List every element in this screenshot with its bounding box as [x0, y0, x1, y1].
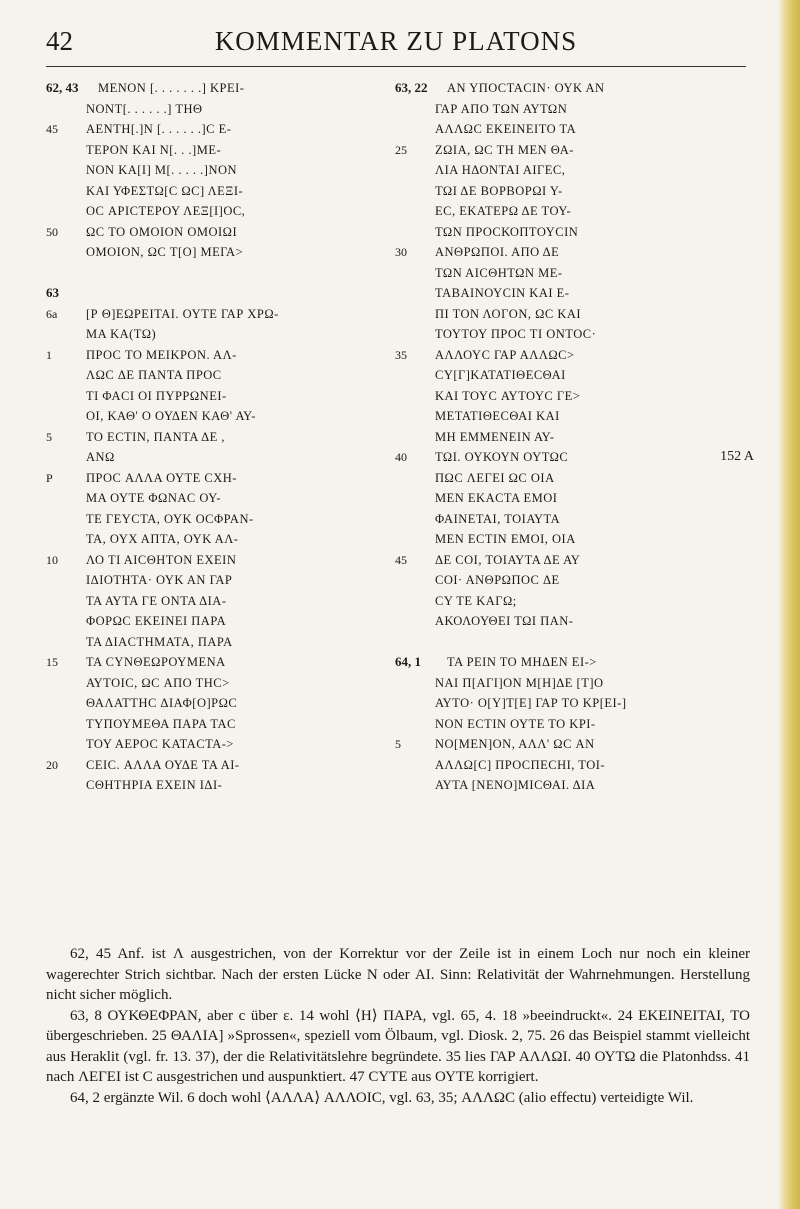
line-number: 20 — [46, 757, 58, 772]
text-line — [46, 427, 346, 448]
greek-text: ΤΟΥ ΑΕΡΟC ΚΑΤΑCΤΑ-> — [86, 737, 234, 751]
text-line — [46, 242, 346, 263]
text-line — [395, 427, 750, 448]
greek-text: ΛΩC ΔΕ ΠΑΝΤΑ ΠΡΟC — [86, 368, 222, 382]
line-number: P — [46, 470, 53, 485]
greek-text: ΑΝ ΥΠΟCΤΑCΙΝ· ΟΥΚ ΑΝ — [447, 81, 605, 95]
text-line — [46, 386, 346, 407]
greek-text: ΠΩC ΛΕΓΕΙ ΩC ΟΙΑ — [435, 470, 555, 485]
page-number: 42 — [46, 26, 73, 56]
line-number: 6a — [46, 306, 58, 321]
right-column — [395, 78, 754, 796]
text-line — [46, 693, 346, 714]
text-line — [395, 283, 750, 304]
greek-text: ΛΙΑ ΗΔΟΝΤΑΙ ΑΙΓΕC, — [435, 163, 566, 177]
greek-text: ΤΩΙ ΔΕ ΒΟΡΒΟΡΩΙ Υ- — [435, 183, 563, 198]
greek-text: ΑΥΤΟΙC, ΩC ΑΠΟ ΤΗC> — [86, 675, 230, 690]
greek-text: ΖΩΙΑ, ΩC ΤΗ ΜΕΝ ΘΑ- — [435, 142, 574, 157]
line-number: 25 — [395, 142, 407, 157]
greek-text: ΝΟΝ ΕCΤΙΝ ΟΥΤΕ ΤΟ ΚΡΙ- — [435, 716, 596, 731]
line-number: 5 — [395, 737, 401, 751]
text-line — [395, 775, 750, 796]
text-line — [46, 591, 346, 612]
page-header — [46, 26, 746, 56]
text-line — [46, 775, 346, 796]
text-line — [395, 181, 750, 202]
text-line — [46, 324, 346, 345]
text-line — [46, 673, 346, 694]
greek-text: CΥ[Γ]ΚΑΤΑΤΙΘΕCΘΑΙ — [435, 368, 566, 382]
text-line — [46, 119, 346, 140]
text-line — [395, 714, 750, 735]
text-line — [395, 652, 750, 673]
greek-text: ΤΟ ΕCΤΙΝ, ΠΑΝΤΑ ΔΕ , — [86, 429, 226, 444]
greek-text: ΚΑΙ ΤΟΥC ΑΥΤΟΥC ΓΕ> — [435, 388, 581, 403]
text-line — [395, 99, 750, 120]
greek-text: ΚΑΙ ΥΦΕΣΤΩ[C ΩC] ΛΕΞΙ- — [86, 183, 244, 198]
text-line — [395, 324, 750, 345]
greek-text: ΤΩΝ ΠΡΟCΚΟΠΤΟΥCΙΝ — [435, 224, 579, 239]
left-column — [46, 78, 346, 796]
text-line — [395, 119, 750, 140]
line-number: 50 — [46, 224, 58, 239]
greek-text: ΑΝΩ — [86, 450, 115, 464]
section-marker: 64, 1 — [395, 654, 421, 669]
margin-reference: 152 A — [720, 449, 754, 464]
greek-text: ΤΟΥΤΟΥ ΠΡΟC ΤΙ ΟΝΤΟC· — [435, 327, 597, 341]
text-line — [46, 550, 346, 571]
greek-text: ΜΑ ΟΥΤΕ ΦΩΝΑC ΟΥ- — [86, 491, 222, 505]
greek-text: ΝΟΝ ΚΑ[Ι] Μ[. . . . .]ΝΟΝ — [86, 163, 238, 177]
greek-text: ΤΑ, ΟΥΧ ΑΠΤΑ, ΟΥΚ ΑΛ- — [86, 532, 239, 546]
section-marker: 63 — [46, 285, 59, 300]
greek-text: ΤΕ ΓΕΥCΤΑ, ΟΥΚ ΟCΦΡΑΝ- — [86, 511, 254, 526]
text-line — [46, 406, 346, 427]
greek-text: ΤΑΒΑΙΝΟΥCΙΝ ΚΑΙ Ε- — [435, 286, 570, 300]
greek-text: ΟΜΟΙΟΝ, ΩC Τ[Ο] ΜΕΓΑ> — [86, 245, 244, 259]
text-line — [395, 78, 750, 99]
line-number: 35 — [395, 347, 407, 362]
text-line — [395, 263, 750, 284]
section-marker: 62, 43 — [46, 80, 79, 95]
greek-text: ΤΑ ΡΕΙΝ ΤΟ ΜΗΔΕΝ ΕΙ-> — [447, 655, 597, 669]
text-line — [395, 447, 754, 468]
greek-text: ΑΥΤΟ· Ο[Υ]Τ[Ε] ΓΑΡ ΤΟ ΚΡ[ΕΙ-] — [435, 696, 627, 710]
text-line — [46, 570, 346, 591]
page-edge — [778, 0, 800, 1209]
text-line — [395, 755, 750, 776]
text-line — [395, 160, 750, 181]
text-line — [46, 509, 346, 530]
line-number: 45 — [395, 552, 407, 567]
greek-text: ΑΛΛΟΥC ΓΑΡ ΑΛΛΩC> — [435, 347, 575, 362]
greek-text: ΟC ΑΡΙCΤΕΡΟΥ ΛΕΞ[Ι]ΟC, — [86, 204, 246, 218]
text-line — [395, 222, 750, 243]
line-number: 15 — [46, 655, 58, 669]
text-line — [46, 611, 346, 632]
greek-text: ΝΟ[ΜΕΝ]ΟΝ, ΑΛΛ' ΩC ΑΝ — [435, 737, 595, 751]
text-line — [395, 345, 750, 366]
footnote-paragraph: 63, 8 ΟΥΚΘΕΦΡΑΝ, aber c über ε. 14 wohl ⟨Η⟩ ΠΑΡΑ, vgl. 65, 4. 18 »beeindruckt«. 24 ΕΚΕΙΝΕΙΤΑΙ, ΤΟ übergeschrieben. 25 ΘΑΛΙΑ] »Sprossen«, speziell vom Ölbaum, vgl. Diosk. 2, 75. 26 das Beispiel stammt vielleicht aus Heraklit (vgl. fr. 13. 37), der die Relativitätslehre begründete. 35 lies ΓΑΡ ΑΛΛΩΙ. 40 ΟΥΤΩ die Platonhdss. 41 nach ΛΕΓΕΙ ist C ausgestrichen und auspunktiert. 47 CΥΤΕ aus ΟΥΤΕ korrigiert. — [46, 1007, 750, 1085]
greek-text: ΜΑ ΚΑ(ΤΩ) — [86, 327, 157, 341]
running-title: KOMMENTAR ZU PLATONS — [214, 26, 578, 56]
text-line — [395, 365, 750, 386]
greek-text: ΤΕΡΟΝ ΚΑΙ Ν[. . .]ΜΕ- — [86, 142, 222, 157]
section-marker: 63, 22 — [395, 80, 428, 95]
greek-text: CΟΙ· ΑΝΘΡΩΠΟC ΔΕ — [435, 573, 560, 587]
text-line — [46, 201, 346, 222]
greek-text: ΟΙ, ΚΑΘ' Ο ΟΥΔΕΝ ΚΑΘ' ΑΥ- — [86, 409, 256, 423]
greek-text: ΩC ΤΟ ΟΜΟΙΟΝ ΟΜΟΙΩΙ — [86, 224, 238, 239]
greek-text: ΤΩΝ ΑΙCΘΗΤΩΝ ΜΕ- — [435, 265, 563, 280]
text-line — [46, 447, 346, 468]
text-line — [46, 632, 346, 653]
greek-text: CΕΙC. ΑΛΛΑ ΟΥΔΕ ΤΑ ΑΙ- — [86, 757, 240, 772]
greek-text: ΠΡΟC ΑΛΛΑ ΟΥΤΕ CΧΗ- — [86, 470, 237, 485]
greek-text: ΑΛΛΩC ΕΚΕΙΝΕΙΤΟ ΤΑ — [435, 122, 577, 136]
greek-text: ΑΥΤΑ [ΝΕΝΟ]ΜΙCΘΑΙ. ΔΙΑ — [435, 778, 596, 792]
greek-text: ΜΕΤΑΤΙΘΕCΘΑΙ ΚΑΙ — [435, 409, 560, 423]
text-line — [395, 591, 750, 612]
footnote-paragraph: 64, 2 ergänzte Wil. 6 doch wohl ⟨ΑΛΛΑ⟩ ΑΛΛΟΙC, vgl. 63, 35; ΑΛΛΩC (alio effectu) verteidigte Wil. — [70, 1089, 694, 1106]
text-line — [46, 345, 346, 366]
text-line — [395, 550, 750, 571]
greek-text: ΤΩΙ. ΟΥΚΟΥΝ ΟΥΤΩC — [435, 450, 569, 464]
greek-text: ΑΕΝΤΗ[.]Ν [. . . . . .]C Ε- — [86, 122, 232, 136]
greek-text: ΙΔΙΟΤΗΤΑ· ΟΥΚ ΑΝ ΓΑΡ — [86, 573, 233, 587]
text-line — [46, 99, 346, 120]
text-line — [46, 222, 346, 243]
text-line — [395, 242, 750, 263]
greek-text: ΤΥΠΟΥΜΕΘΑ ΠΑΡΑ ΤΑC — [86, 716, 236, 731]
footnotes — [46, 944, 750, 1108]
text-line — [395, 693, 750, 714]
text-line — [395, 304, 750, 325]
greek-text: ΝΑΙ Π[ΑΓΙ]ΟΝ Μ[Η]ΔΕ [Τ]Ο — [435, 675, 604, 690]
text-line — [46, 160, 346, 181]
text-line — [46, 181, 346, 202]
text-line — [395, 488, 750, 509]
text-line — [395, 509, 750, 530]
greek-text: ΕC, ΕΚΑΤΕΡΩ ΔΕ ΤΟΥ- — [435, 204, 572, 218]
text-line — [46, 365, 346, 386]
header-rule — [46, 66, 746, 67]
text-line — [395, 201, 750, 222]
text-line — [395, 611, 750, 632]
text-line — [395, 734, 750, 755]
text-line — [395, 673, 750, 694]
text-line — [395, 529, 750, 550]
text-line — [395, 632, 750, 653]
line-number: 40 — [395, 450, 407, 464]
text-line — [46, 78, 346, 99]
greek-text: ΘΑΛΑΤΤΗC ΔΙΑΦ[Ο]ΡΩC — [86, 696, 238, 710]
greek-text: ΜΕΝ ΕCΤΙΝ ΕΜΟΙ, ΟΙΑ — [435, 532, 576, 546]
greek-text: CΥ ΤΕ ΚΑΓΩ; — [435, 593, 517, 608]
greek-text: ΤΑ ΑΥΤΑ ΓΕ ΟΝΤΑ ΔΙΑ- — [86, 593, 227, 608]
greek-text: ΜΗ ΕΜΜΕΝΕΙΝ ΑΥ- — [435, 429, 555, 444]
line-number: 45 — [46, 122, 58, 136]
text-line — [46, 529, 346, 550]
greek-text: ΤΑ ΔΙΑCΤΗΜΑΤΑ, ΠΑΡΑ — [86, 634, 233, 649]
text-line — [46, 714, 346, 735]
line-number: 1 — [46, 347, 52, 362]
text-line — [46, 488, 346, 509]
greek-text: ΦΟΡΩC ΕΚΕΙΝΕΙ ΠΑΡΑ — [86, 614, 227, 628]
text-line — [46, 304, 346, 325]
line-number: 30 — [395, 245, 407, 259]
text-line — [46, 652, 346, 673]
text-line — [395, 570, 750, 591]
text-line — [46, 283, 346, 304]
line-number: 5 — [46, 429, 52, 444]
greek-text: ΠΡΟC ΤΟ ΜΕΙΚΡΟΝ. ΑΛ- — [86, 347, 237, 362]
greek-text: ΑΚΟΛΟΥΘΕΙ ΤΩΙ ΠΑΝ- — [435, 614, 574, 628]
line-number: 10 — [46, 552, 58, 567]
greek-text: ΦΑΙΝΕΤΑΙ, ΤΟΙΑΥΤΑ — [435, 511, 561, 526]
greek-text: ΝΟΝΤ[. . . . . .] ΤΗΘ — [86, 101, 203, 116]
greek-text: ΑΛΛΩ[C] ΠΡΟCΠΕCΗΙ, ΤΟΙ- — [435, 757, 606, 772]
text-line — [46, 734, 346, 755]
greek-text: ΓΑΡ ΑΠΟ ΤΩΝ ΑΥΤΩΝ — [435, 101, 568, 116]
greek-text: ΜΕΝ ΕΚΑCΤΑ ΕΜΟΙ — [435, 491, 558, 505]
text-line — [395, 386, 750, 407]
greek-text: ΜΕΝΟΝ [. . . . . . .] ΚΡΕΙ- — [98, 81, 245, 95]
text-line — [395, 406, 750, 427]
greek-text: ΔΕ CΟΙ, ΤΟΙΑΥΤΑ ΔΕ ΑΥ — [435, 552, 581, 567]
text-line — [395, 468, 750, 489]
greek-text: ΑΝΘΡΩΠΟΙ. ΑΠΟ ΔΕ — [435, 245, 560, 259]
text-line — [46, 755, 346, 776]
text-line — [395, 140, 750, 161]
text-line — [46, 468, 346, 489]
greek-text: CΘΗΤΗΡΙΑ ΕΧΕΙΝ ΙΔΙ- — [86, 778, 223, 792]
greek-text: [Ρ Θ]ΕΩΡΕΙΤΑΙ. ΟΥΤΕ ΓΑΡ ΧΡΩ- — [86, 306, 279, 321]
greek-text: ΤΑ CΥΝΘΕΩΡΟΥΜΕΝΑ — [86, 655, 226, 669]
greek-text: ΤΙ ΦΑCΙ ΟΙ ΠΥΡΡΩΝΕΙ- — [86, 388, 227, 403]
greek-text: ΛΟ ΤΙ ΑΙCΘΗΤΟΝ ΕΧΕΙΝ — [86, 552, 237, 567]
greek-text: ΠΙ ΤΟΝ ΛΟΓΟΝ, ΩC ΚΑΙ — [435, 306, 582, 321]
text-line — [46, 140, 346, 161]
text-line — [46, 263, 346, 284]
footnote-paragraph: 62, 45 Anf. ist Λ ausgestrichen, von der Korrektur vor der Zeile ist in einem Loch nur noch ein kleiner wagerechter Strich sichtbar. Nach der ersten Lücke Ν oder ΑΙ. Sinn: Relativität der Wahrnehmungen. Herstellung nicht sicher möglich. — [46, 946, 750, 1003]
